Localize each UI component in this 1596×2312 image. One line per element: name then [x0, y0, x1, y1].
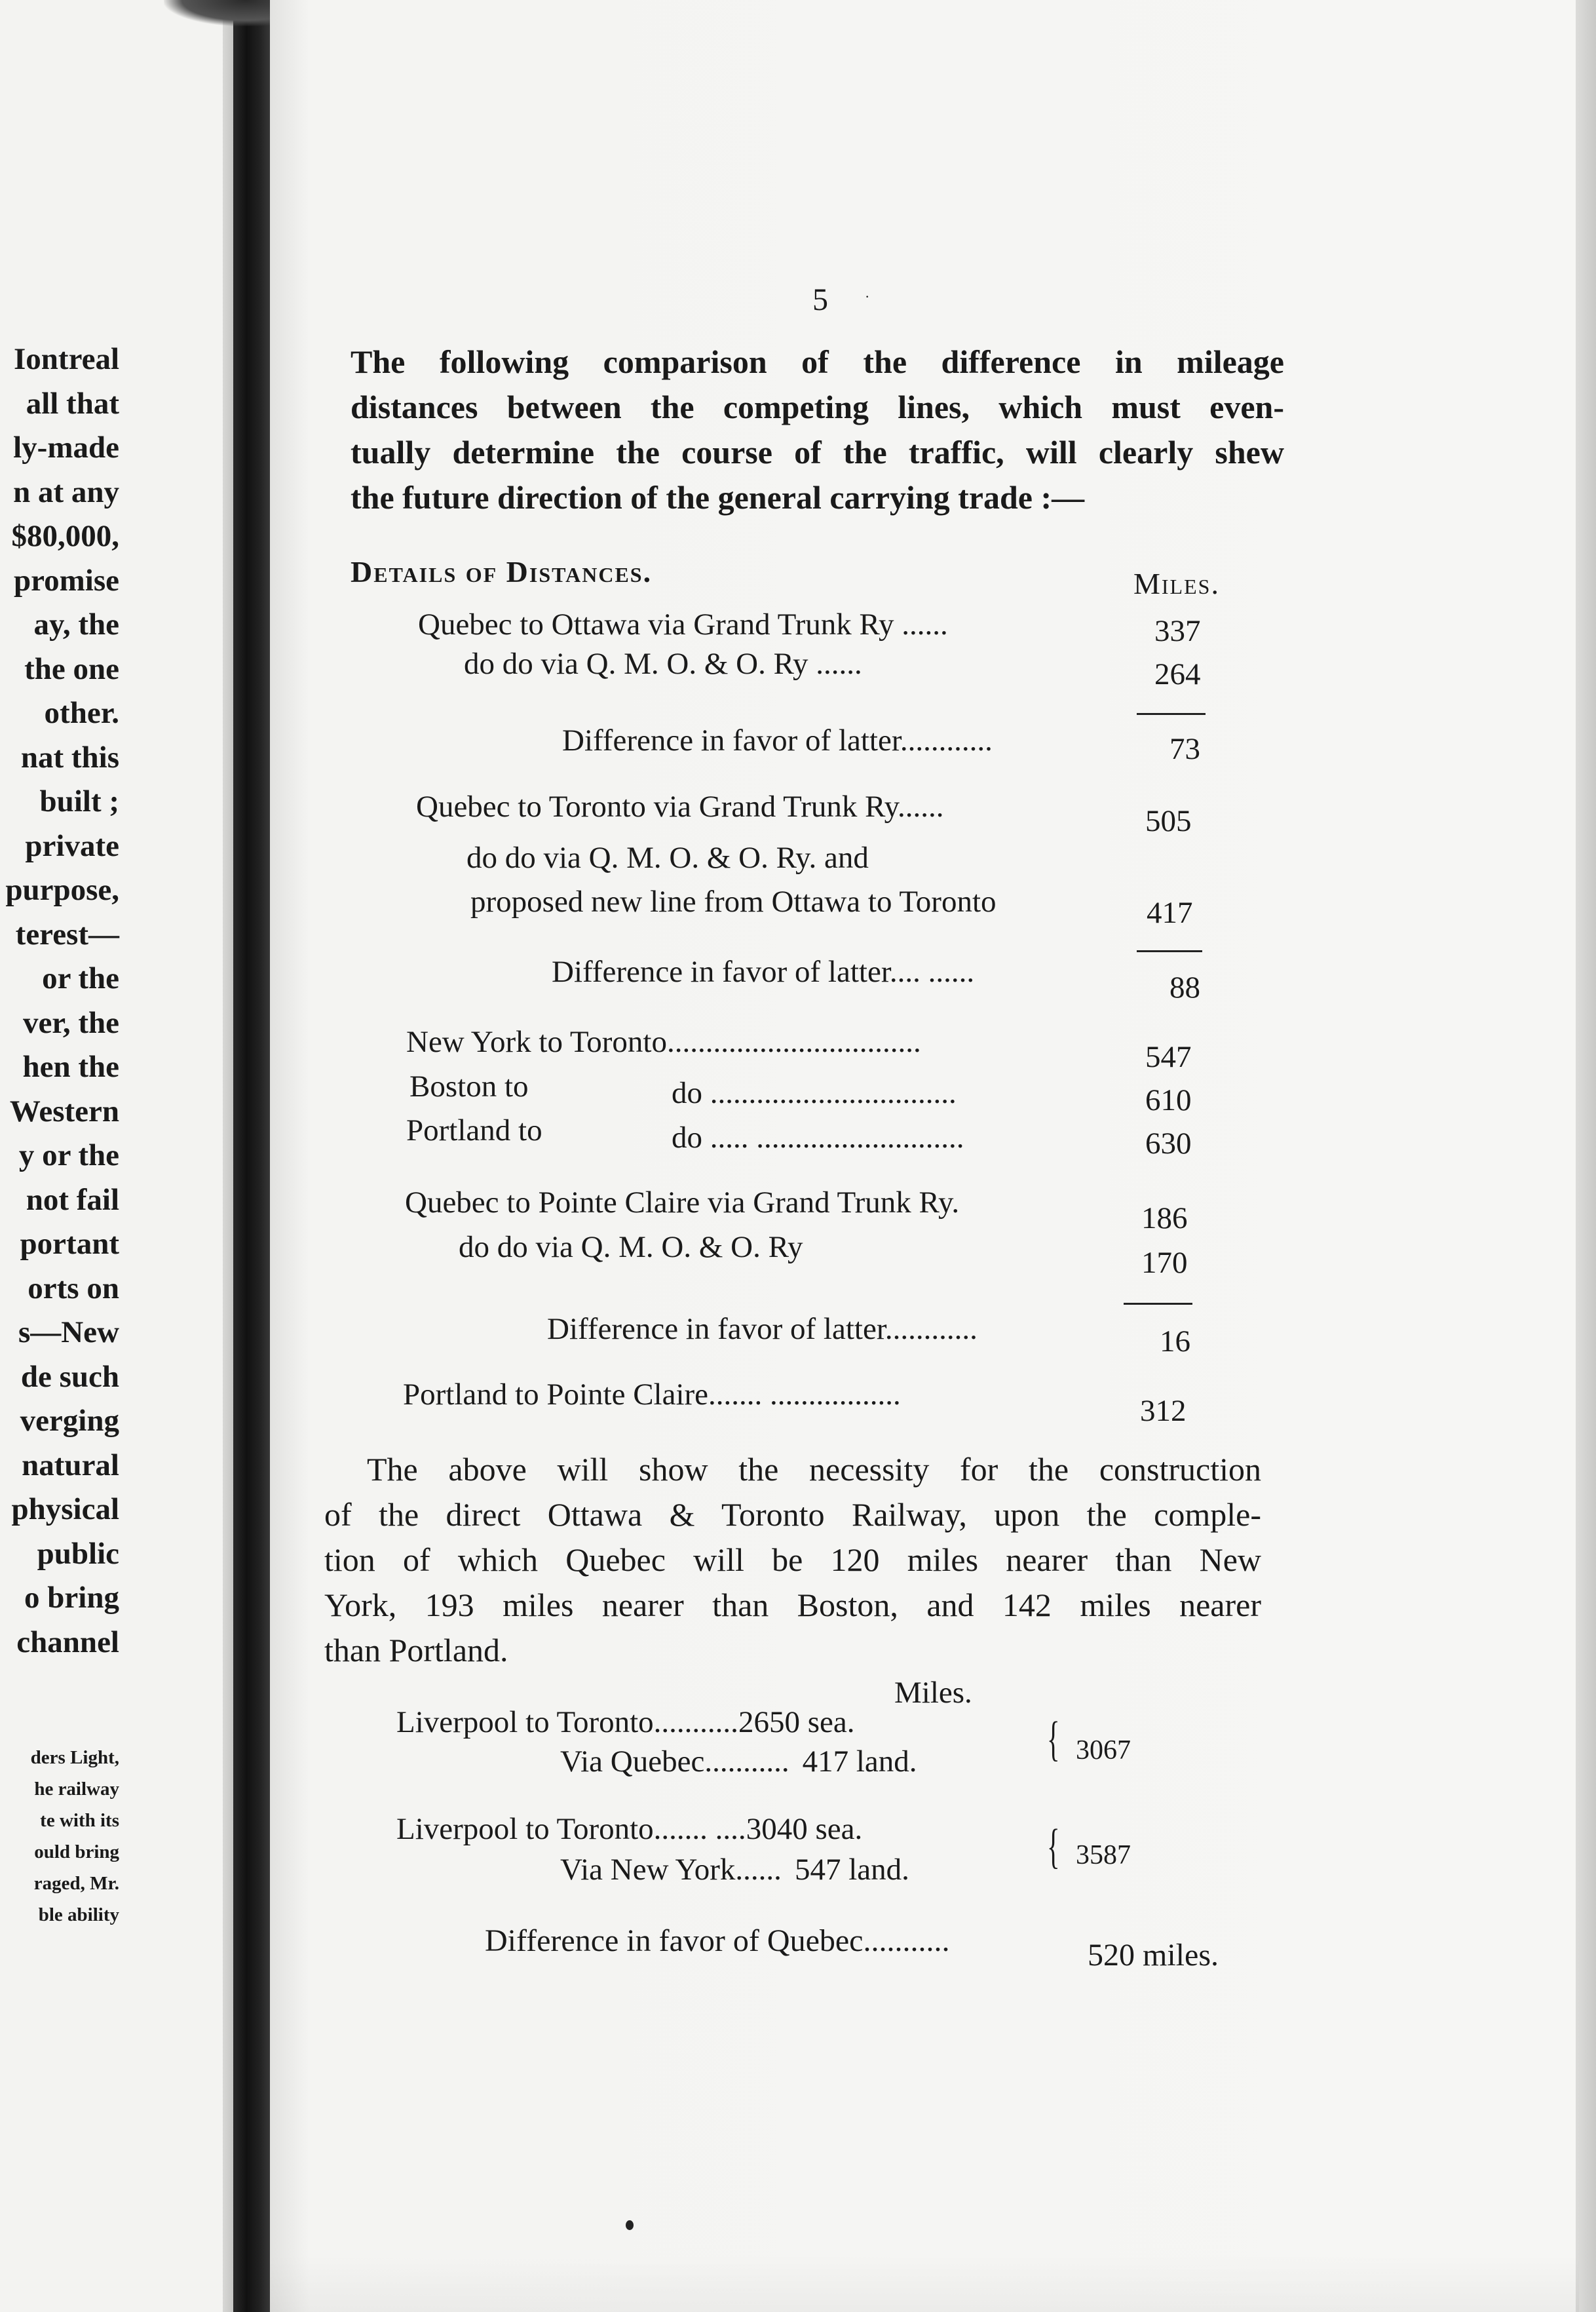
distance-row: Quebec to Toronto via Grand Trunk Ry......: [416, 790, 944, 824]
distance-miles: 186: [1141, 1201, 1188, 1235]
route-label: Via Quebec...........: [560, 1744, 789, 1779]
route-value: 3040 sea.: [746, 1812, 863, 1846]
sum-rule: [1137, 950, 1202, 952]
left-page-line: hen the: [22, 1050, 119, 1084]
route-brace: {: [1047, 1712, 1060, 1766]
route-value: 547 land.: [794, 1853, 909, 1887]
distance-miles: 417: [1147, 896, 1193, 930]
distance-row: Boston to: [409, 1069, 529, 1104]
left-page-footnote-line: ble ability: [38, 1904, 119, 1925]
difference-row: Difference in favor of latter............: [547, 1312, 978, 1346]
intro-line: tually determine the course of the traffic, will clearly shew: [351, 434, 1284, 471]
left-page-line: Western: [9, 1094, 119, 1128]
left-page-line: not fail: [26, 1182, 119, 1217]
distance-row: New York to Toronto.................................: [406, 1025, 921, 1059]
left-page-line: $80,000,: [11, 519, 119, 553]
route-total: 3587: [1076, 1840, 1131, 1870]
route-brace: {: [1047, 1820, 1060, 1874]
route-miles-heading: Miles.: [894, 1676, 972, 1710]
conclusion-line: of the direct Ottawa & Toronto Railway, upon the comple-: [324, 1496, 1261, 1533]
page-number: 5: [812, 282, 828, 317]
distance-label: do do via Q. M. O. & O. Ry ......: [464, 647, 862, 681]
left-page-footnote-line: te with its: [40, 1810, 119, 1831]
left-page-line: natural: [22, 1448, 119, 1482]
intro-line: The following comparison of the difference in mileage: [351, 343, 1284, 380]
difference-row: Difference in favor of latter.... ......: [552, 955, 975, 989]
distance-row: Portland to: [406, 1113, 542, 1147]
distance-miles: 610: [1145, 1083, 1192, 1117]
distance-row: proposed new line from Ottawa to Toronto: [470, 885, 997, 919]
left-page-line: ver, the: [22, 1005, 119, 1040]
intro-line: distances between the competing lines, which must even-: [351, 389, 1284, 425]
conclusion-line: The above will show the necessity for the construction: [367, 1451, 1261, 1488]
conclusion-line: than Portland.: [324, 1632, 508, 1668]
left-page-line: purpose,: [5, 873, 119, 907]
left-page-line: terest—: [15, 917, 119, 952]
left-page-line: verging: [20, 1404, 119, 1438]
left-page-line: de such: [20, 1359, 119, 1394]
route-line: [396, 1814, 862, 1845]
left-page-line: y or the: [18, 1138, 119, 1172]
route-line: [560, 1855, 909, 1885]
distance-label: Quebec to Ottawa via Grand Trunk Ry ......: [418, 607, 948, 642]
left-page-footnote-line: he railway: [34, 1779, 119, 1800]
route-value: 417 land.: [802, 1744, 917, 1779]
left-page-footnote-line: ould bring: [34, 1841, 119, 1862]
left-page-line: or the: [42, 961, 119, 995]
left-page-line: physical: [11, 1492, 119, 1526]
distance-miles: 312: [1140, 1394, 1187, 1428]
distance-miles: 505: [1145, 804, 1192, 838]
distance-row: [464, 649, 862, 680]
left-page-line: other.: [44, 696, 119, 730]
route-value: 2650 sea.: [738, 1705, 855, 1739]
route-difference: Difference in favor of Quebec...........: [485, 1923, 950, 1958]
route-label: Liverpool to Toronto....... ....: [396, 1812, 746, 1846]
miles-heading: Miles.: [1133, 567, 1220, 600]
left-page-line: orts on: [28, 1271, 119, 1305]
distance-miles: 630: [1145, 1127, 1192, 1161]
left-page-line: built ;: [39, 784, 119, 819]
route-line: [396, 1707, 854, 1738]
left-page-line: Iontreal: [13, 342, 119, 376]
sum-rule: [1137, 713, 1206, 715]
left-page-line: private: [25, 828, 119, 863]
left-page-line: o bring: [24, 1581, 119, 1615]
left-page-line: ay, the: [33, 607, 119, 642]
conclusion-paragraph: [324, 1447, 1261, 1673]
distance-row: [418, 609, 948, 640]
distance-row: Quebec to Pointe Claire via Grand Trunk Ry.: [405, 1185, 960, 1220]
left-page-line: public: [37, 1536, 119, 1571]
sum-rule: [1124, 1303, 1192, 1305]
difference-miles: 73: [1169, 732, 1200, 766]
left-page-line: portant: [20, 1227, 119, 1261]
route-total: 3067: [1076, 1735, 1131, 1765]
conclusion-line: York, 193 miles nearer than Boston, and 142 miles nearer: [324, 1587, 1261, 1623]
left-page-line: n at any: [13, 474, 119, 509]
left-page-footnote-line: ders Light,: [30, 1747, 119, 1768]
distance-miles: 264: [1154, 657, 1201, 691]
details-heading: Details of Distances.: [351, 555, 653, 588]
left-page-line: promise: [13, 563, 119, 598]
route-label: Via New York......: [560, 1853, 782, 1887]
distance-miles: 337: [1154, 614, 1201, 648]
distance-miles: 170: [1141, 1246, 1188, 1280]
left-page-line: the one: [24, 651, 119, 686]
route-difference-value: 520 miles.: [1088, 1938, 1219, 1973]
difference-miles: 16: [1160, 1324, 1190, 1358]
distance-row: do do via Q. M. O. & O. Ry. and: [466, 841, 869, 875]
route-label: Liverpool to Toronto...........: [396, 1705, 738, 1739]
ink-mark: [626, 2220, 634, 2230]
left-page-footnote-line: raged, Mr.: [33, 1873, 119, 1894]
intro-paragraph: [351, 339, 1284, 520]
distance-row: do do via Q. M. O. & O. Ry: [459, 1230, 803, 1264]
left-page-line: s—New: [18, 1315, 119, 1349]
distance-miles: 547: [1145, 1040, 1192, 1074]
distance-row: Portland to Pointe Claire....... .................: [403, 1378, 901, 1412]
ditto-row: do ..... ...........................: [672, 1121, 964, 1155]
difference-miles: 88: [1169, 971, 1200, 1005]
ditto-row: do ................................: [672, 1076, 957, 1110]
left-page-line: channel: [16, 1625, 119, 1659]
left-page-line: all that: [26, 386, 119, 421]
left-page-line: ly-made: [13, 431, 119, 465]
page-number-mark: ·: [865, 288, 870, 305]
difference-row: Difference in favor of latter............: [562, 723, 993, 758]
route-line: [560, 1746, 917, 1777]
conclusion-line: tion of which Quebec will be 120 miles nearer than New: [324, 1541, 1261, 1578]
intro-line: the future direction of the general carrying trade :—: [351, 479, 1085, 516]
left-page-line: nat this: [20, 740, 119, 775]
